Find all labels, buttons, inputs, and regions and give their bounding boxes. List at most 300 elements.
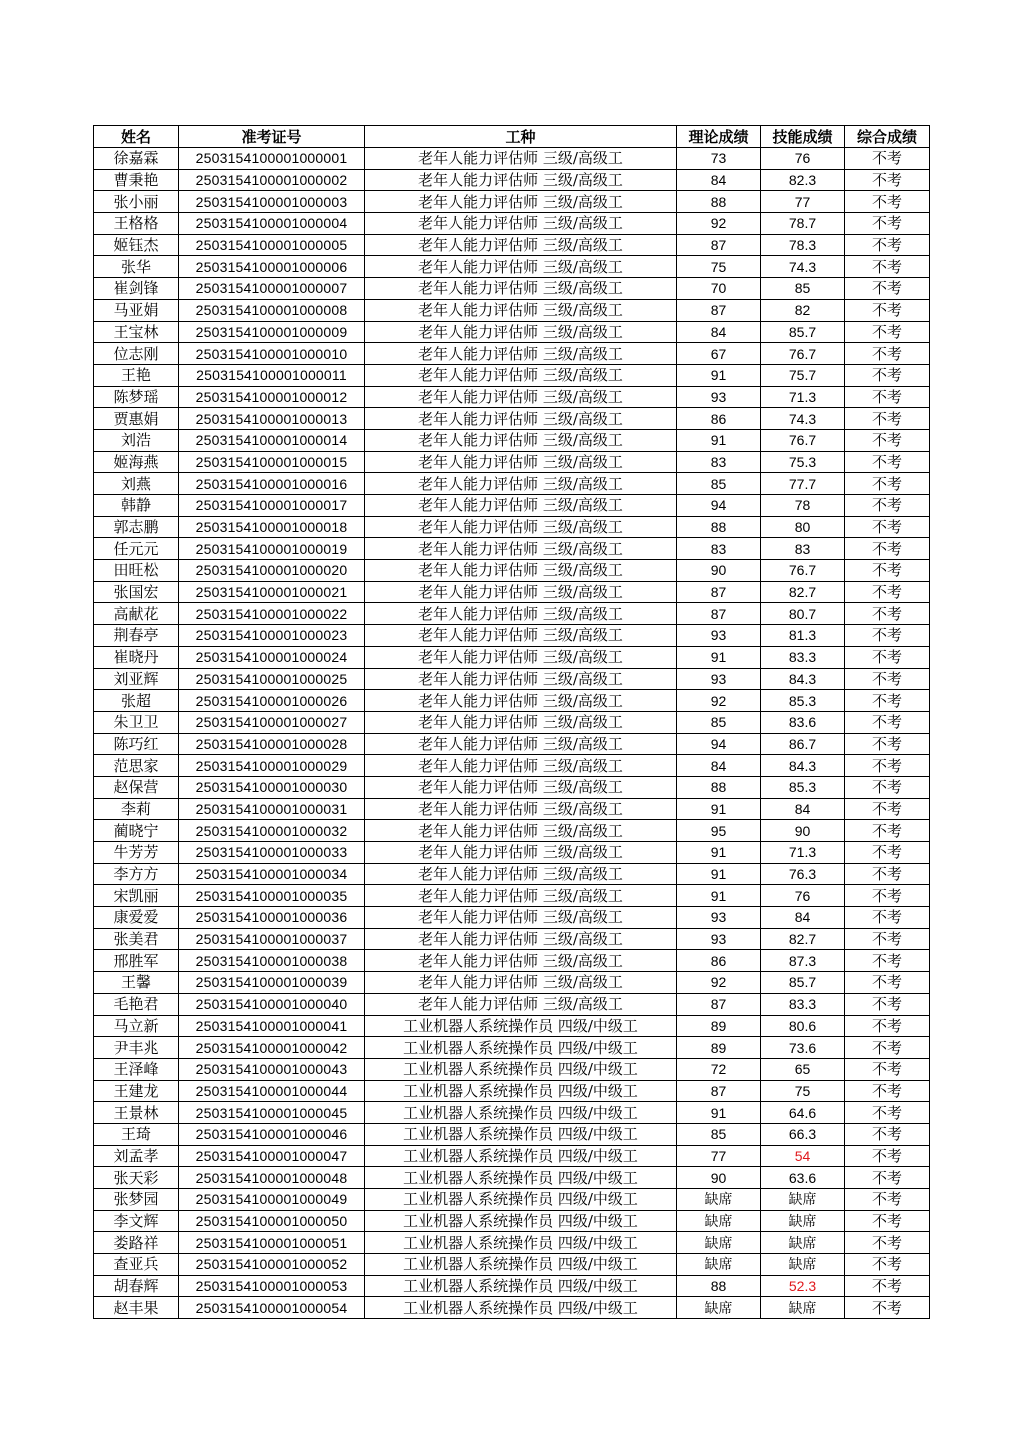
cell-composite-score: 不考 <box>845 842 930 864</box>
cell-job-type: 老年人能力评估师 三级/高级工 <box>365 429 677 451</box>
cell-composite-score: 不考 <box>845 993 930 1015</box>
cell-skill-score: 73.6 <box>761 1037 845 1059</box>
cell-exam-id: 2503154100001000050 <box>179 1210 365 1232</box>
table-row <box>94 299 930 321</box>
cell-skill-score: 缺席 <box>761 1297 845 1319</box>
cell-exam-id: 2503154100001000029 <box>179 755 365 777</box>
cell-theory-score: 91 <box>677 863 761 885</box>
cell-composite-score: 不考 <box>845 256 930 278</box>
cell-name: 任元元 <box>94 538 179 560</box>
cell-skill-score: 78.3 <box>761 234 845 256</box>
cell-job-type: 老年人能力评估师 三级/高级工 <box>365 169 677 191</box>
cell-name: 康爱爱 <box>94 907 179 929</box>
cell-skill-score: 80 <box>761 516 845 538</box>
cell-exam-id: 2503154100001000030 <box>179 776 365 798</box>
table-row <box>94 863 930 885</box>
cell-skill-score: 84 <box>761 798 845 820</box>
cell-name: 毛艳君 <box>94 993 179 1015</box>
cell-skill-score: 83.3 <box>761 993 845 1015</box>
table-row <box>94 798 930 820</box>
cell-name: 李方方 <box>94 863 179 885</box>
cell-skill-score: 66.3 <box>761 1123 845 1145</box>
cell-skill-score: 75.7 <box>761 364 845 386</box>
cell-exam-id: 2503154100001000040 <box>179 993 365 1015</box>
cell-composite-score: 不考 <box>845 1254 930 1276</box>
cell-theory-score: 93 <box>677 386 761 408</box>
cell-composite-score: 不考 <box>845 646 930 668</box>
cell-name: 贾惠娟 <box>94 408 179 430</box>
cell-job-type: 老年人能力评估师 三级/高级工 <box>365 321 677 343</box>
cell-exam-id: 2503154100001000006 <box>179 256 365 278</box>
cell-exam-id: 2503154100001000003 <box>179 191 365 213</box>
cell-skill-score: 76 <box>761 148 845 170</box>
cell-name: 刘浩 <box>94 429 179 451</box>
cell-composite-score: 不考 <box>845 755 930 777</box>
cell-exam-id: 2503154100001000035 <box>179 885 365 907</box>
cell-skill-score: 84 <box>761 907 845 929</box>
table-row <box>94 950 930 972</box>
cell-name: 张美君 <box>94 928 179 950</box>
header-row <box>94 126 930 148</box>
cell-theory-score: 86 <box>677 950 761 972</box>
cell-name: 刘燕 <box>94 473 179 495</box>
table-row <box>94 473 930 495</box>
cell-skill-score: 65 <box>761 1058 845 1080</box>
table-row <box>94 516 930 538</box>
cell-job-type: 老年人能力评估师 三级/高级工 <box>365 560 677 582</box>
cell-name: 崔晓丹 <box>94 646 179 668</box>
cell-composite-score: 不考 <box>845 776 930 798</box>
cell-composite-score: 不考 <box>845 1189 930 1211</box>
cell-exam-id: 2503154100001000015 <box>179 451 365 473</box>
cell-composite-score: 不考 <box>845 1167 930 1189</box>
cell-exam-id: 2503154100001000032 <box>179 820 365 842</box>
cell-exam-id: 2503154100001000037 <box>179 928 365 950</box>
cell-exam-id: 2503154100001000053 <box>179 1275 365 1297</box>
cell-exam-id: 2503154100001000033 <box>179 842 365 864</box>
cell-name: 范思家 <box>94 755 179 777</box>
cell-skill-score: 90 <box>761 820 845 842</box>
cell-theory-score: 92 <box>677 972 761 994</box>
table-row <box>94 256 930 278</box>
table-row <box>94 408 930 430</box>
cell-theory-score: 86 <box>677 408 761 430</box>
cell-job-type: 工业机器人系统操作员 四级/中级工 <box>365 1254 677 1276</box>
cell-composite-score: 不考 <box>845 1058 930 1080</box>
cell-composite-score: 不考 <box>845 798 930 820</box>
cell-exam-id: 2503154100001000023 <box>179 625 365 647</box>
cell-exam-id: 2503154100001000021 <box>179 581 365 603</box>
table-row <box>94 1254 930 1276</box>
cell-composite-score: 不考 <box>845 603 930 625</box>
table-row <box>94 148 930 170</box>
cell-skill-score: 缺席 <box>761 1189 845 1211</box>
cell-skill-score: 81.3 <box>761 625 845 647</box>
cell-job-type: 老年人能力评估师 三级/高级工 <box>365 690 677 712</box>
cell-theory-score: 94 <box>677 495 761 517</box>
cell-job-type: 工业机器人系统操作员 四级/中级工 <box>365 1275 677 1297</box>
cell-theory-score: 70 <box>677 278 761 300</box>
cell-skill-score: 82.7 <box>761 581 845 603</box>
cell-name: 蔺晓宁 <box>94 820 179 842</box>
cell-theory-score: 缺席 <box>677 1254 761 1276</box>
cell-name: 王建龙 <box>94 1080 179 1102</box>
cell-theory-score: 89 <box>677 1037 761 1059</box>
cell-exam-id: 2503154100001000014 <box>179 429 365 451</box>
cell-skill-score: 缺席 <box>761 1232 845 1254</box>
cell-skill-score: 85.3 <box>761 690 845 712</box>
cell-theory-score: 91 <box>677 842 761 864</box>
cell-name: 张天彩 <box>94 1167 179 1189</box>
cell-job-type: 工业机器人系统操作员 四级/中级工 <box>365 1189 677 1211</box>
cell-exam-id: 2503154100001000001 <box>179 148 365 170</box>
cell-skill-score: 85.3 <box>761 776 845 798</box>
cell-name: 娄路祥 <box>94 1232 179 1254</box>
cell-exam-id: 2503154100001000004 <box>179 213 365 235</box>
cell-skill-score: 82.3 <box>761 169 845 191</box>
cell-skill-score: 缺席 <box>761 1254 845 1276</box>
cell-theory-score: 75 <box>677 256 761 278</box>
table-row <box>94 1037 930 1059</box>
cell-composite-score: 不考 <box>845 690 930 712</box>
cell-job-type: 老年人能力评估师 三级/高级工 <box>365 538 677 560</box>
table-row <box>94 429 930 451</box>
cell-name: 高献花 <box>94 603 179 625</box>
table-row <box>94 993 930 1015</box>
cell-exam-id: 2503154100001000005 <box>179 234 365 256</box>
cell-composite-score: 不考 <box>845 560 930 582</box>
cell-composite-score: 不考 <box>845 234 930 256</box>
cell-theory-score: 83 <box>677 538 761 560</box>
cell-skill-score: 76 <box>761 885 845 907</box>
cell-name: 邢胜军 <box>94 950 179 972</box>
table-row <box>94 278 930 300</box>
cell-theory-score: 92 <box>677 213 761 235</box>
cell-exam-id: 2503154100001000054 <box>179 1297 365 1319</box>
cell-composite-score: 不考 <box>845 408 930 430</box>
cell-composite-score: 不考 <box>845 1015 930 1037</box>
cell-theory-score: 91 <box>677 1102 761 1124</box>
cell-job-type: 老年人能力评估师 三级/高级工 <box>365 213 677 235</box>
cell-theory-score: 84 <box>677 321 761 343</box>
cell-job-type: 老年人能力评估师 三级/高级工 <box>365 516 677 538</box>
cell-name: 曹秉艳 <box>94 169 179 191</box>
cell-job-type: 老年人能力评估师 三级/高级工 <box>365 408 677 430</box>
cell-name: 田旺松 <box>94 560 179 582</box>
cell-name: 张华 <box>94 256 179 278</box>
cell-composite-score: 不考 <box>845 299 930 321</box>
cell-skill-score: 82.7 <box>761 928 845 950</box>
cell-job-type: 老年人能力评估师 三级/高级工 <box>365 820 677 842</box>
cell-theory-score: 73 <box>677 148 761 170</box>
cell-composite-score: 不考 <box>845 495 930 517</box>
cell-name: 韩静 <box>94 495 179 517</box>
table-row <box>94 972 930 994</box>
cell-theory-score: 85 <box>677 1123 761 1145</box>
cell-composite-score: 不考 <box>845 473 930 495</box>
table-row <box>94 321 930 343</box>
cell-job-type: 工业机器人系统操作员 四级/中级工 <box>365 1123 677 1145</box>
cell-exam-id: 2503154100001000045 <box>179 1102 365 1124</box>
cell-job-type: 老年人能力评估师 三级/高级工 <box>365 473 677 495</box>
cell-name: 宋凯丽 <box>94 885 179 907</box>
table-row <box>94 1102 930 1124</box>
cell-composite-score: 不考 <box>845 386 930 408</box>
cell-name: 郭志鹏 <box>94 516 179 538</box>
cell-job-type: 工业机器人系统操作员 四级/中级工 <box>365 1102 677 1124</box>
cell-composite-score: 不考 <box>845 169 930 191</box>
header-exam-id: 准考证号 <box>179 126 365 148</box>
cell-theory-score: 91 <box>677 646 761 668</box>
cell-name: 刘亚辉 <box>94 668 179 690</box>
header-job-type: 工种 <box>365 126 677 148</box>
cell-job-type: 老年人能力评估师 三级/高级工 <box>365 668 677 690</box>
cell-name: 张梦园 <box>94 1189 179 1211</box>
table-row <box>94 603 930 625</box>
cell-job-type: 老年人能力评估师 三级/高级工 <box>365 776 677 798</box>
cell-composite-score: 不考 <box>845 278 930 300</box>
cell-theory-score: 88 <box>677 776 761 798</box>
cell-composite-score: 不考 <box>845 733 930 755</box>
cell-skill-score: 78.7 <box>761 213 845 235</box>
header-name: 姓名 <box>94 126 179 148</box>
cell-exam-id: 2503154100001000048 <box>179 1167 365 1189</box>
table-row <box>94 191 930 213</box>
cell-name: 李莉 <box>94 798 179 820</box>
table-row <box>94 1297 930 1319</box>
table-row <box>94 581 930 603</box>
cell-skill-score: 76.7 <box>761 343 845 365</box>
cell-exam-id: 2503154100001000020 <box>179 560 365 582</box>
cell-composite-score: 不考 <box>845 1275 930 1297</box>
cell-composite-score: 不考 <box>845 885 930 907</box>
table-row <box>94 668 930 690</box>
cell-name: 马亚娟 <box>94 299 179 321</box>
cell-theory-score: 95 <box>677 820 761 842</box>
cell-name: 王馨 <box>94 972 179 994</box>
cell-composite-score: 不考 <box>845 343 930 365</box>
cell-composite-score: 不考 <box>845 451 930 473</box>
cell-exam-id: 2503154100001000007 <box>179 278 365 300</box>
cell-composite-score: 不考 <box>845 1037 930 1059</box>
cell-name: 崔剑锋 <box>94 278 179 300</box>
cell-skill-score: 缺席 <box>761 1210 845 1232</box>
cell-skill-score: 75 <box>761 1080 845 1102</box>
cell-composite-score: 不考 <box>845 625 930 647</box>
cell-job-type: 工业机器人系统操作员 四级/中级工 <box>365 1080 677 1102</box>
cell-job-type: 工业机器人系统操作员 四级/中级工 <box>365 1037 677 1059</box>
cell-composite-score: 不考 <box>845 863 930 885</box>
table-row <box>94 1123 930 1145</box>
table-header <box>94 126 930 148</box>
cell-composite-score: 不考 <box>845 364 930 386</box>
table-row <box>94 1210 930 1232</box>
cell-theory-score: 93 <box>677 907 761 929</box>
cell-job-type: 老年人能力评估师 三级/高级工 <box>365 191 677 213</box>
cell-job-type: 老年人能力评估师 三级/高级工 <box>365 885 677 907</box>
score-table <box>93 125 930 1319</box>
cell-exam-id: 2503154100001000022 <box>179 603 365 625</box>
cell-exam-id: 2503154100001000051 <box>179 1232 365 1254</box>
cell-skill-score: 74.3 <box>761 256 845 278</box>
cell-composite-score: 不考 <box>845 148 930 170</box>
table-row <box>94 386 930 408</box>
cell-name: 朱卫卫 <box>94 711 179 733</box>
cell-job-type: 老年人能力评估师 三级/高级工 <box>365 972 677 994</box>
cell-exam-id: 2503154100001000002 <box>179 169 365 191</box>
cell-skill-score: 52.3 <box>761 1275 845 1297</box>
cell-exam-id: 2503154100001000017 <box>179 495 365 517</box>
cell-theory-score: 88 <box>677 1275 761 1297</box>
cell-name: 马立新 <box>94 1015 179 1037</box>
table-row <box>94 711 930 733</box>
cell-skill-score: 80.6 <box>761 1015 845 1037</box>
cell-job-type: 老年人能力评估师 三级/高级工 <box>365 755 677 777</box>
cell-theory-score: 87 <box>677 1080 761 1102</box>
cell-job-type: 老年人能力评估师 三级/高级工 <box>365 343 677 365</box>
cell-exam-id: 2503154100001000039 <box>179 972 365 994</box>
cell-exam-id: 2503154100001000028 <box>179 733 365 755</box>
cell-name: 张超 <box>94 690 179 712</box>
cell-name: 王格格 <box>94 213 179 235</box>
cell-exam-id: 2503154100001000043 <box>179 1058 365 1080</box>
cell-job-type: 老年人能力评估师 三级/高级工 <box>365 581 677 603</box>
header-skill-score: 技能成绩 <box>761 126 845 148</box>
cell-skill-score: 75.3 <box>761 451 845 473</box>
cell-name: 尹丰兆 <box>94 1037 179 1059</box>
table-row <box>94 820 930 842</box>
cell-skill-score: 83.3 <box>761 646 845 668</box>
cell-composite-score: 不考 <box>845 1210 930 1232</box>
cell-composite-score: 不考 <box>845 516 930 538</box>
table-row <box>94 560 930 582</box>
table-row <box>94 842 930 864</box>
cell-theory-score: 91 <box>677 798 761 820</box>
cell-job-type: 老年人能力评估师 三级/高级工 <box>365 625 677 647</box>
cell-job-type: 工业机器人系统操作员 四级/中级工 <box>365 1058 677 1080</box>
table-row <box>94 364 930 386</box>
cell-name: 刘孟孝 <box>94 1145 179 1167</box>
cell-skill-score: 86.7 <box>761 733 845 755</box>
cell-job-type: 工业机器人系统操作员 四级/中级工 <box>365 1167 677 1189</box>
cell-skill-score: 80.7 <box>761 603 845 625</box>
cell-skill-score: 63.6 <box>761 1167 845 1189</box>
cell-skill-score: 78 <box>761 495 845 517</box>
cell-job-type: 老年人能力评估师 三级/高级工 <box>365 451 677 473</box>
cell-job-type: 老年人能力评估师 三级/高级工 <box>365 278 677 300</box>
cell-composite-score: 不考 <box>845 711 930 733</box>
table-row <box>94 1232 930 1254</box>
cell-exam-id: 2503154100001000009 <box>179 321 365 343</box>
cell-theory-score: 85 <box>677 473 761 495</box>
cell-theory-score: 72 <box>677 1058 761 1080</box>
cell-theory-score: 83 <box>677 451 761 473</box>
cell-job-type: 工业机器人系统操作员 四级/中级工 <box>365 1015 677 1037</box>
cell-exam-id: 2503154100001000026 <box>179 690 365 712</box>
cell-theory-score: 缺席 <box>677 1232 761 1254</box>
cell-skill-score: 85.7 <box>761 321 845 343</box>
cell-skill-score: 76.3 <box>761 863 845 885</box>
table-row <box>94 1275 930 1297</box>
cell-exam-id: 2503154100001000008 <box>179 299 365 321</box>
cell-name: 姬海燕 <box>94 451 179 473</box>
cell-job-type: 工业机器人系统操作员 四级/中级工 <box>365 1297 677 1319</box>
cell-job-type: 老年人能力评估师 三级/高级工 <box>365 733 677 755</box>
cell-job-type: 老年人能力评估师 三级/高级工 <box>365 148 677 170</box>
cell-name: 陈梦瑶 <box>94 386 179 408</box>
cell-name: 位志刚 <box>94 343 179 365</box>
cell-job-type: 老年人能力评估师 三级/高级工 <box>365 993 677 1015</box>
cell-composite-score: 不考 <box>845 1080 930 1102</box>
cell-exam-id: 2503154100001000031 <box>179 798 365 820</box>
cell-exam-id: 2503154100001000052 <box>179 1254 365 1276</box>
cell-skill-score: 77.7 <box>761 473 845 495</box>
cell-skill-score: 64.6 <box>761 1102 845 1124</box>
cell-theory-score: 87 <box>677 299 761 321</box>
cell-skill-score: 54 <box>761 1145 845 1167</box>
cell-theory-score: 缺席 <box>677 1189 761 1211</box>
cell-theory-score: 84 <box>677 169 761 191</box>
cell-composite-score: 不考 <box>845 928 930 950</box>
cell-composite-score: 不考 <box>845 1232 930 1254</box>
cell-job-type: 老年人能力评估师 三级/高级工 <box>365 711 677 733</box>
cell-theory-score: 88 <box>677 191 761 213</box>
cell-exam-id: 2503154100001000034 <box>179 863 365 885</box>
cell-name: 王泽峰 <box>94 1058 179 1080</box>
cell-name: 王艳 <box>94 364 179 386</box>
table-row <box>94 1189 930 1211</box>
cell-exam-id: 2503154100001000016 <box>179 473 365 495</box>
table-row <box>94 733 930 755</box>
cell-composite-score: 不考 <box>845 213 930 235</box>
cell-composite-score: 不考 <box>845 972 930 994</box>
cell-exam-id: 2503154100001000047 <box>179 1145 365 1167</box>
table-row <box>94 928 930 950</box>
cell-name: 李文辉 <box>94 1210 179 1232</box>
cell-job-type: 老年人能力评估师 三级/高级工 <box>365 386 677 408</box>
cell-theory-score: 缺席 <box>677 1210 761 1232</box>
cell-exam-id: 2503154100001000019 <box>179 538 365 560</box>
header-theory-score: 理论成绩 <box>677 126 761 148</box>
table-row <box>94 1080 930 1102</box>
cell-exam-id: 2503154100001000025 <box>179 668 365 690</box>
cell-theory-score: 87 <box>677 603 761 625</box>
table-row <box>94 1167 930 1189</box>
cell-theory-score: 84 <box>677 755 761 777</box>
cell-job-type: 工业机器人系统操作员 四级/中级工 <box>365 1210 677 1232</box>
cell-skill-score: 76.7 <box>761 560 845 582</box>
cell-name: 王琦 <box>94 1123 179 1145</box>
header-composite-score: 综合成绩 <box>845 126 930 148</box>
cell-name: 姬钰杰 <box>94 234 179 256</box>
cell-theory-score: 90 <box>677 1167 761 1189</box>
cell-job-type: 老年人能力评估师 三级/高级工 <box>365 798 677 820</box>
table-row <box>94 1145 930 1167</box>
cell-exam-id: 2503154100001000044 <box>179 1080 365 1102</box>
cell-name: 陈巧红 <box>94 733 179 755</box>
cell-theory-score: 77 <box>677 1145 761 1167</box>
table-row <box>94 755 930 777</box>
cell-job-type: 工业机器人系统操作员 四级/中级工 <box>365 1232 677 1254</box>
table-row <box>94 690 930 712</box>
cell-composite-score: 不考 <box>845 191 930 213</box>
cell-exam-id: 2503154100001000024 <box>179 646 365 668</box>
cell-theory-score: 93 <box>677 928 761 950</box>
cell-name: 徐嘉霖 <box>94 148 179 170</box>
cell-theory-score: 92 <box>677 690 761 712</box>
table-row <box>94 625 930 647</box>
cell-exam-id: 2503154100001000042 <box>179 1037 365 1059</box>
